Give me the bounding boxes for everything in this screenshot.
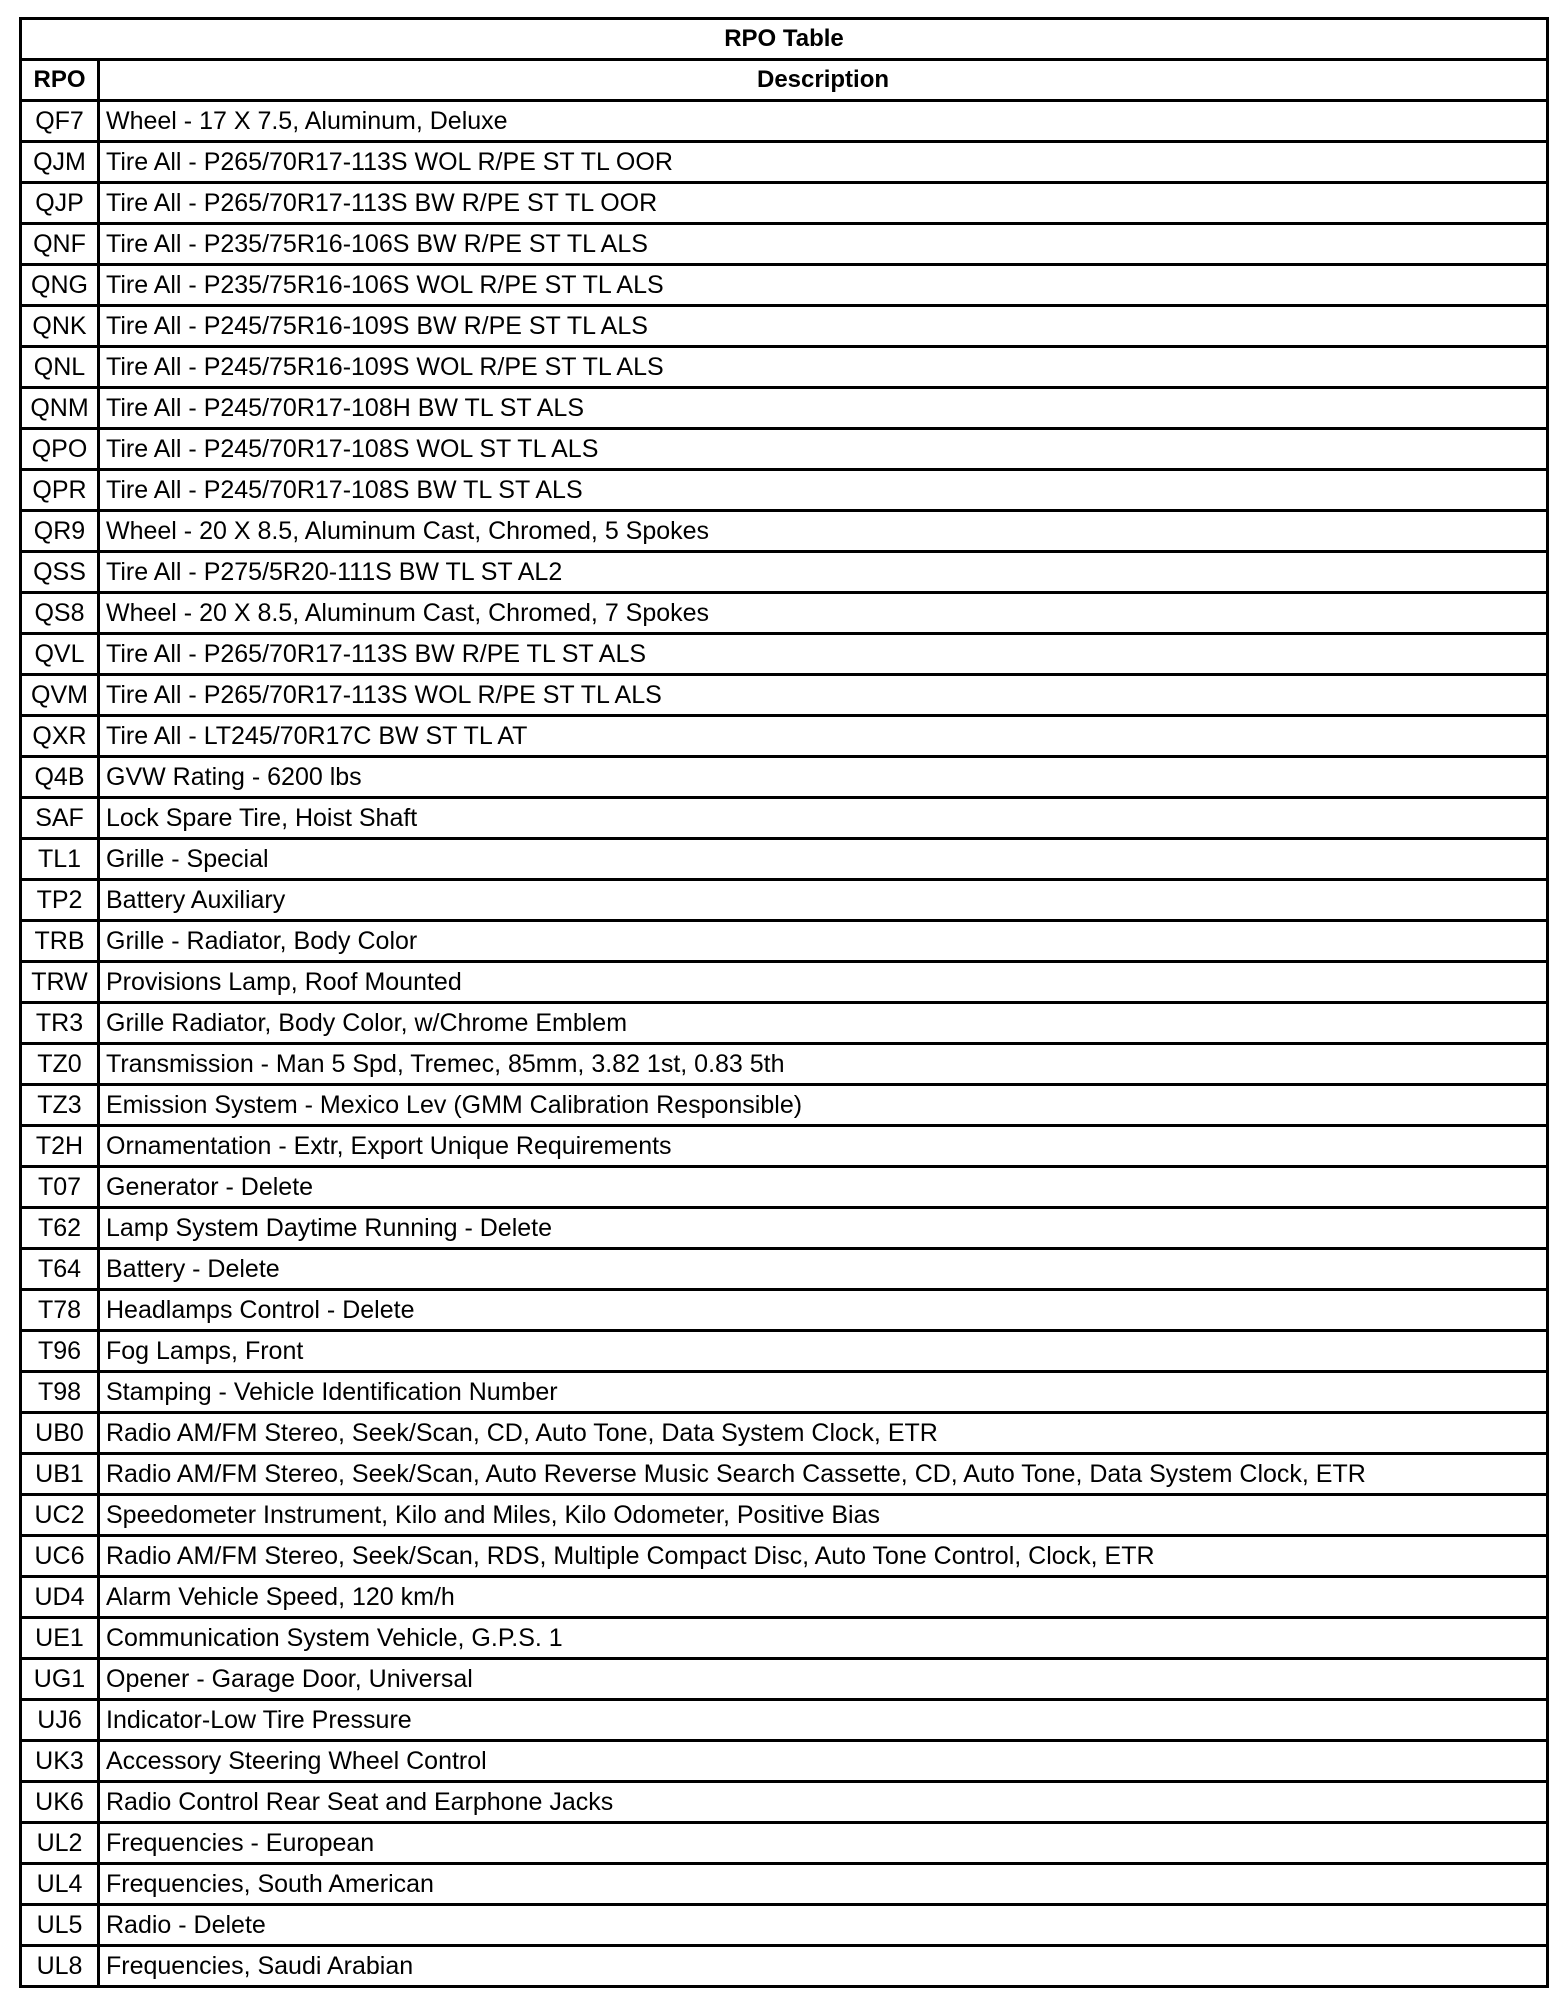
rpo-cell: QVL	[22, 635, 100, 673]
table-row	[22, 1168, 1546, 1209]
header-rpo: RPO	[22, 61, 100, 99]
table-row	[22, 635, 1546, 676]
rpo-table	[19, 17, 1549, 1988]
description-cell: Transmission - Man 5 Spd, Tremec, 85mm, 3.82 1st, 0.83 5th	[106, 1049, 785, 1078]
description-cell: Radio Control Rear Seat and Earphone Jacks	[106, 1787, 614, 1816]
rpo-cell: TL1	[22, 840, 100, 878]
description-cell: Frequencies, Saudi Arabian	[106, 1951, 414, 1980]
rpo-cell: SAF	[22, 799, 100, 837]
rpo-cell: UJ6	[22, 1701, 100, 1739]
description-cell: Tire All - P245/70R17-108H BW TL ST ALS	[106, 393, 585, 422]
table-row	[22, 881, 1546, 922]
rpo-cell: QPO	[22, 430, 100, 468]
rpo-cell: UK6	[22, 1783, 100, 1821]
description-cell: Tire All - P265/70R17-113S WOL R/PE ST TL OOR	[106, 147, 673, 176]
table-row	[22, 430, 1546, 471]
description-cell: Tire All - P235/75R16-106S WOL R/PE ST TL ALS	[106, 270, 664, 299]
table-row	[22, 1660, 1546, 1701]
rpo-cell: T78	[22, 1291, 100, 1329]
rpo-cell: TRB	[22, 922, 100, 960]
table-row	[22, 553, 1546, 594]
rpo-cell: UL5	[22, 1906, 100, 1944]
description-cell: Lock Spare Tire, Hoist Shaft	[106, 803, 418, 832]
rpo-cell: Q4B	[22, 758, 100, 796]
description-cell: Lamp System Daytime Running - Delete	[106, 1213, 553, 1242]
table-row	[22, 758, 1546, 799]
description-cell: Battery - Delete	[106, 1254, 280, 1283]
description-cell: Tire All - P245/75R16-109S BW R/PE ST TL ALS	[106, 311, 648, 340]
table-row	[22, 1291, 1546, 1332]
rpo-cell: T64	[22, 1250, 100, 1288]
rpo-cell: QNL	[22, 348, 100, 386]
table-row	[22, 1783, 1546, 1824]
table-row	[22, 1127, 1546, 1168]
rpo-cell: UL8	[22, 1947, 100, 1985]
table-row	[22, 676, 1546, 717]
table-row	[22, 1865, 1546, 1906]
description-cell: Provisions Lamp, Roof Mounted	[106, 967, 462, 996]
table-row	[22, 963, 1546, 1004]
rpo-cell: UB1	[22, 1455, 100, 1493]
description-cell: GVW Rating - 6200 lbs	[106, 762, 362, 791]
table-header-row	[22, 61, 1546, 102]
table-row	[22, 1045, 1546, 1086]
description-cell: Opener - Garage Door, Universal	[106, 1664, 473, 1693]
description-cell: Radio AM/FM Stereo, Seek/Scan, Auto Reverse Music Search Cassette, CD, Auto Tone, Data System Clock, ETR	[106, 1459, 1366, 1488]
table-row	[22, 1578, 1546, 1619]
description-cell: Frequencies, South American	[106, 1869, 434, 1898]
rpo-cell: UE1	[22, 1619, 100, 1657]
rpo-cell: QR9	[22, 512, 100, 550]
description-cell: Stamping - Vehicle Identification Number	[106, 1377, 558, 1406]
rpo-cell: QNK	[22, 307, 100, 345]
rpo-cell: QF7	[22, 102, 100, 140]
table-row	[22, 1209, 1546, 1250]
table-row	[22, 1004, 1546, 1045]
table-row	[22, 512, 1546, 553]
description-cell: Tire All - P245/75R16-109S WOL R/PE ST TL ALS	[106, 352, 664, 381]
rpo-cell: TR3	[22, 1004, 100, 1042]
table-row	[22, 1455, 1546, 1496]
description-cell: Communication System Vehicle, G.P.S. 1	[106, 1623, 563, 1652]
header-description: Description	[756, 66, 890, 93]
description-cell: Radio AM/FM Stereo, Seek/Scan, CD, Auto Tone, Data System Clock, ETR	[106, 1418, 938, 1447]
rpo-cell: QNM	[22, 389, 100, 427]
rpo-cell: QSS	[22, 553, 100, 591]
table-title: RPO Table	[22, 20, 1546, 61]
table-row	[22, 1824, 1546, 1865]
rpo-cell: T62	[22, 1209, 100, 1247]
table-row	[22, 389, 1546, 430]
table-row	[22, 840, 1546, 881]
description-cell: Ornamentation - Extr, Export Unique Requirements	[106, 1131, 672, 1160]
description-cell: Tire All - P235/75R16-106S BW R/PE ST TL ALS	[106, 229, 648, 258]
table-row	[22, 717, 1546, 758]
table-row	[22, 1742, 1546, 1783]
table-row	[22, 1619, 1546, 1660]
table-row	[22, 1250, 1546, 1291]
table-row	[22, 799, 1546, 840]
table-row	[22, 1414, 1546, 1455]
description-cell: Emission System - Mexico Lev (GMM Calibration Responsible)	[106, 1090, 803, 1119]
table-row	[22, 594, 1546, 635]
table-row	[22, 922, 1546, 963]
description-cell: Speedometer Instrument, Kilo and Miles, Kilo Odometer, Positive Bias	[106, 1500, 880, 1529]
rpo-cell: TRW	[22, 963, 100, 1001]
description-cell: Accessory Steering Wheel Control	[106, 1746, 487, 1775]
rpo-cell: UC6	[22, 1537, 100, 1575]
description-cell: Grille - Radiator, Body Color	[106, 926, 418, 955]
description-cell: Tire All - P245/70R17-108S BW TL ST ALS	[106, 475, 583, 504]
description-cell: Generator - Delete	[106, 1172, 314, 1201]
rpo-cell: T2H	[22, 1127, 100, 1165]
rpo-cell: UG1	[22, 1660, 100, 1698]
table-row	[22, 1906, 1546, 1947]
description-cell: Indicator-Low Tire Pressure	[106, 1705, 412, 1734]
rpo-cell: T98	[22, 1373, 100, 1411]
table-row	[22, 1537, 1546, 1578]
table-row	[22, 143, 1546, 184]
description-cell: Battery Auxiliary	[106, 885, 286, 914]
description-cell: Radio AM/FM Stereo, Seek/Scan, RDS, Multiple Compact Disc, Auto Tone Control, Clock, ETR	[106, 1541, 1155, 1570]
table-row	[22, 266, 1546, 307]
rpo-cell: QNF	[22, 225, 100, 263]
table-row	[22, 102, 1546, 143]
description-cell: Fog Lamps, Front	[106, 1336, 304, 1365]
rpo-cell: QJM	[22, 143, 100, 181]
description-cell: Grille - Special	[106, 844, 269, 873]
rpo-cell: UB0	[22, 1414, 100, 1452]
rpo-cell: UL2	[22, 1824, 100, 1862]
table-row	[22, 307, 1546, 348]
rpo-cell: QVM	[22, 676, 100, 714]
table-row	[22, 348, 1546, 389]
description-cell: Wheel - 20 X 8.5, Aluminum Cast, Chromed, 5 Spokes	[106, 516, 710, 545]
table-row	[22, 1947, 1546, 1985]
table-row	[22, 1373, 1546, 1414]
rpo-cell: QS8	[22, 594, 100, 632]
rpo-cell: T07	[22, 1168, 100, 1206]
table-row	[22, 1496, 1546, 1537]
rpo-cell: TZ3	[22, 1086, 100, 1124]
description-cell: Tire All - P245/70R17-108S WOL ST TL ALS	[106, 434, 599, 463]
rpo-cell: QPR	[22, 471, 100, 509]
description-cell: Tire All - P275/5R20-111S BW TL ST AL2	[106, 557, 563, 586]
table-row	[22, 1701, 1546, 1742]
description-cell: Frequencies - European	[106, 1828, 375, 1857]
description-cell: Tire All - P265/70R17-113S BW R/PE TL ST ALS	[106, 639, 647, 668]
rpo-cell: UD4	[22, 1578, 100, 1616]
rpo-cell: UL4	[22, 1865, 100, 1903]
rpo-cell: T96	[22, 1332, 100, 1370]
description-cell: Grille Radiator, Body Color, w/Chrome Emblem	[106, 1008, 628, 1037]
rpo-cell: QNG	[22, 266, 100, 304]
rpo-cell: QJP	[22, 184, 100, 222]
description-cell: Radio - Delete	[106, 1910, 266, 1939]
rpo-cell: TP2	[22, 881, 100, 919]
description-cell: Wheel - 20 X 8.5, Aluminum Cast, Chromed, 7 Spokes	[106, 598, 710, 627]
table-row	[22, 184, 1546, 225]
table-row	[22, 225, 1546, 266]
description-cell: Tire All - P265/70R17-113S WOL R/PE ST TL ALS	[106, 680, 662, 709]
table-row	[22, 471, 1546, 512]
rpo-cell: UC2	[22, 1496, 100, 1534]
description-cell: Tire All - P265/70R17-113S BW R/PE ST TL OOR	[106, 188, 658, 217]
description-cell: Headlamps Control - Delete	[106, 1295, 415, 1324]
table-row	[22, 1086, 1546, 1127]
rpo-cell: TZ0	[22, 1045, 100, 1083]
description-cell: Wheel - 17 X 7.5, Aluminum, Deluxe	[106, 106, 508, 135]
rpo-cell: QXR	[22, 717, 100, 755]
description-cell: Tire All - LT245/70R17C BW ST TL AT	[106, 721, 528, 750]
table-row	[22, 1332, 1546, 1373]
description-cell: Alarm Vehicle Speed, 120 km/h	[106, 1582, 455, 1611]
rpo-cell: UK3	[22, 1742, 100, 1780]
